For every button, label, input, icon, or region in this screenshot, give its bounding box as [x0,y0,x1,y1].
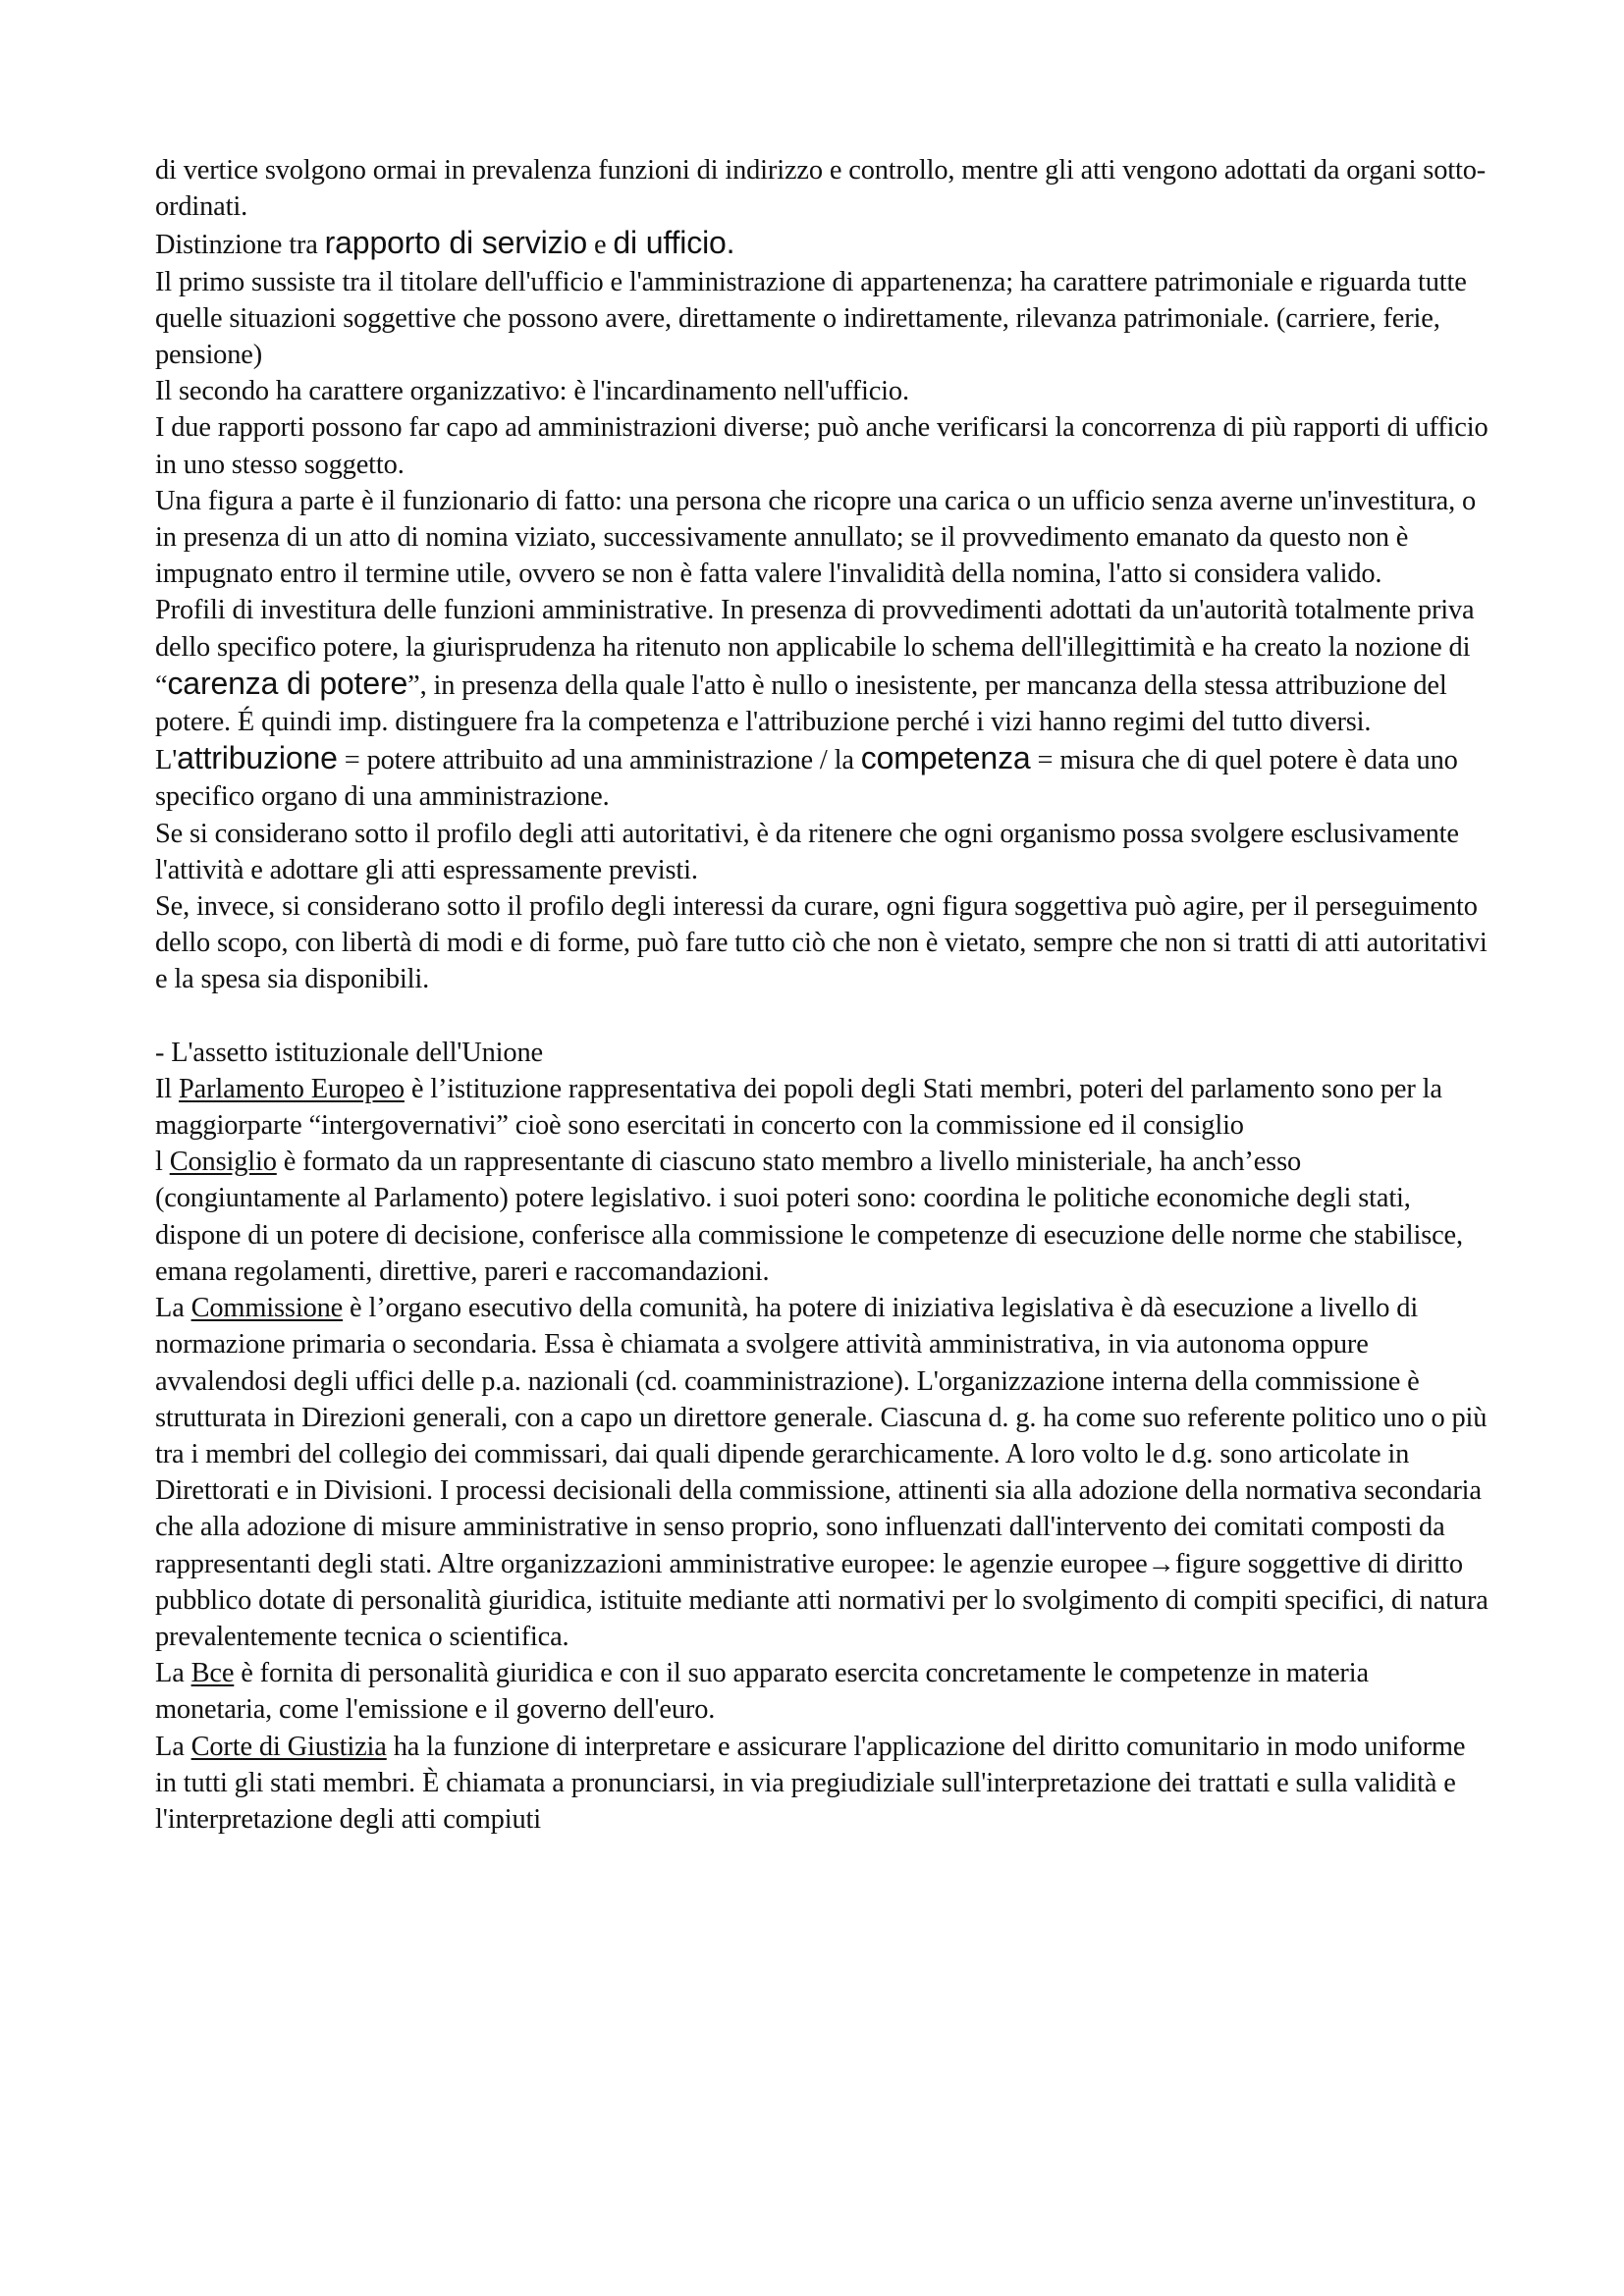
term-parlamento-europeo: Parlamento Europeo [179,1073,405,1104]
paragraph-corte-di-giustizia [155,1729,1490,1839]
corte-text-c: ha la funzione di interpretare e assicurare l'applicazione del diritto comunitario in modo uniforme in tutti gli stati membri. È chiamata a pronunciarsi, in via pregiudiziale sull'interpretazione dei trattati e sulla validità e l'interpretazione degli atti compiuti [155,1731,1466,1835]
term-carenza-di-potere: carenza di potere [167,665,408,701]
paragraph-atti-autoritativi: Se si considerano sotto il profilo degli atti autoritativi, è da ritenere che ogni organismo possa svolgere esclusivamente l'attività e adottare gli atti espressamente previsti. [155,818,1459,885]
attribuzione-text-a: L' [155,745,178,776]
corte-text-a: La [155,1731,191,1762]
paragraph-due-rapporti: I due rapporti possono far capo ad amministrazioni diverse; può anche verificarsi la concorrenza di più rapporti di ufficio in uno stesso soggetto. [155,412,1489,480]
bce-text-c: è fornita di personalità giuridica e con il suo apparato esercita concretamente le competenze in materia monetaria, come l'emissione e il governo dell'euro. [155,1658,1369,1726]
bce-text-a: La [155,1658,191,1689]
distinzione-text-c: e [587,230,614,261]
paragraph-profili-investitura [155,592,1490,740]
profili-text-c: ”, in presenza della quale l'atto è nullo o inesistente, per mancanza della stessa attribuzione del potere. É quindi imp. distinguere fra la competenza e l'attribuzione perché i vizi hanno regimi del tutto diversi. [155,669,1447,738]
term-rapporto-di-servizio: rapporto di servizio [324,225,587,261]
heading-assetto-istituzionale: - L'assetto istituzionale dell'Unione [155,1037,543,1068]
profili-text-a: Profili di investitura delle funzioni amministrative. In presenza di provvedimenti adottati da un'autorità totalmente priva dello specifico potere, la giurisprudenza ha ritenuto non applicabile lo schema dell'illegittimità e ha creato la nozione di “ [155,595,1475,701]
paragraph-distinzione [155,225,1490,263]
paragraph-consiglio [155,1144,1490,1290]
term-di-ufficio: di ufficio. [613,225,735,261]
paragraph-commissione [155,1290,1490,1655]
consiglio-text-c: è formato da un rappresentante di ciascuno stato membro a livello ministeriale, ha anch’esso (congiuntamente al Parlamento) potere legislativo. i suoi poteri sono: coordina le politiche economiche degli stati, dispone di un potere di decisione, conferisce alla commissione le competenze di esecuzione delle norme che stabilisce, emana regolamenti, direttive, pareri e raccomandazioni. [155,1147,1463,1287]
paragraph-bce [155,1655,1490,1728]
paragraph-secondo: Il secondo ha carattere organizzativo: è l'incardinamento nell'ufficio. [155,376,909,407]
blank-line [155,998,1490,1035]
term-bce: Bce [190,1658,235,1689]
distinzione-text-a: Distinzione tra [155,230,325,261]
paragraph-primo: Il primo sussiste tra il titolare dell'ufficio e l'amministrazione di appartenenza; ha carattere patrimoniale e riguarda tutte quelle situazioni soggettive che possono avere, direttamente o indirettamente, rilevanza patrimoniale. (carriere, ferie, pensione) [155,266,1467,371]
term-competenza: competenza [860,740,1031,776]
consiglio-text-a: l [155,1147,170,1178]
paragraph-funzionario-di-fatto: Una figura a parte è il funzionario di fatto: una persona che ricopre una carica o un ufficio senza averne un'investitura, o in presenza di un atto di nomina viziato, successivamente annullato; se il provvedimento emanato da questo non è impugnato entro il termine utile, ovvero se non è fatta valere l'invalidità della nomina, l'atto si considera valido. [155,485,1477,590]
paragraph-parlamento [155,1071,1490,1144]
commissione-text-c: è l’organo esecutivo della comunità, ha potere di iniziativa legislativa è dà esecuzione a livello di normazione primaria o secondaria. Essa è chiamata a svolgere attività amministrativa, in via autonoma oppure avvalendosi degli uffici delle p.a. nazionali (cd. coamministrazione). L'organizzazione interna della commissione è strutturata in Direzioni generali, con a capo un direttore generale. Ciascuna d. g. ha come suo referente politico uno o più tra i membri del collegio dei commissari, dai quali dipende gerarchicamente. A loro volto le d.g. sono articolate in Direttorati e in Divisioni. I processi decisionali della commissione, attinenti sia alla adozione della normativa secondaria che alla adozione di misure amministrative in senso proprio, sono influenzati dall'intervento dei comitati composti da rappresentanti degli stati. Altre organizzazioni amministrative europee: le agenzie europee→figure soggettive di diritto pubblico dotate di personalità giuridica, istituite mediante atti normativi per lo svolgimento di compiti specifici, di natura prevalentemente tecnica o scientifica. [155,1293,1489,1652]
document-body [155,152,1490,1838]
paragraph-vertice: di vertice svolgono ormai in prevalenza funzioni di indirizzo e controllo, mentre gli atti vengono adottati da organi sotto-ordinati. [155,155,1487,223]
term-corte-di-giustizia: Corte di Giustizia [190,1731,387,1762]
term-consiglio: Consiglio [169,1147,277,1178]
parlamento-text-a: Il [155,1073,179,1104]
paragraph-attribuzione [155,740,1490,815]
attribuzione-text-c: = potere attribuito ad una amministrazione / la [337,745,861,776]
term-attribuzione: attribuzione [177,740,338,776]
paragraph-interessi: Se, invece, si considerano sotto il profilo degli interessi da curare, ogni figura soggettiva può agire, per il perseguimento dello scopo, con libertà di modi e di forme, può fare tutto ciò che non è vietato, sempre che non si tratti di atti autoritativi e la spesa sia disponibili. [155,891,1488,995]
term-commissione: Commissione [190,1293,344,1324]
attribuzione-text-e: = misura che di quel potere è data uno specifico organo di una amministrazione. [155,745,1458,813]
parlamento-text-c: è l’istituzione rappresentativa dei popoli degli Stati membri, poteri del parlamento sono per la maggiorparte “intergovernativi” cioè sono esercitati in concerto con la commissione ed il consiglio [155,1073,1442,1142]
commissione-text-a: La [155,1293,191,1324]
